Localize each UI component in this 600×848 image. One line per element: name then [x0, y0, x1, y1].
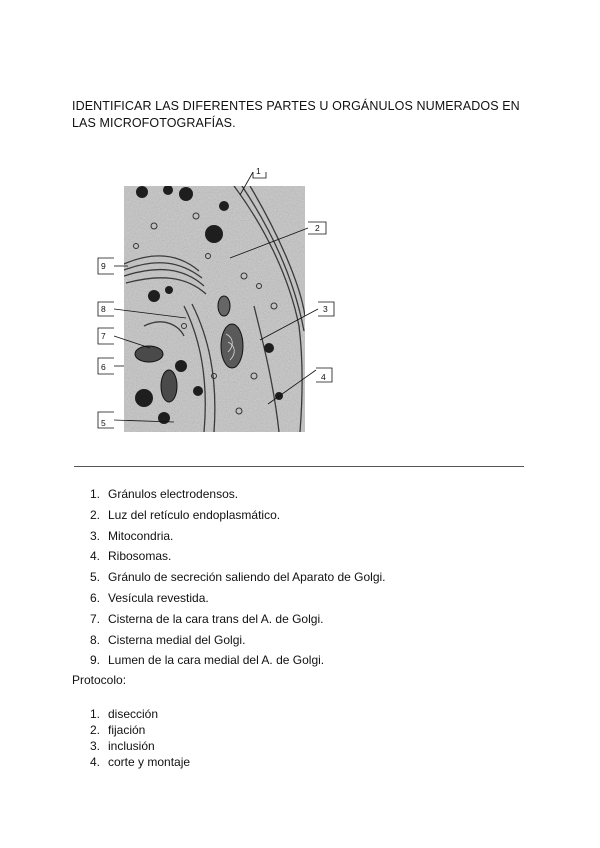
list-item	[90, 484, 386, 505]
item-number: 2.	[90, 507, 101, 522]
list-item	[90, 650, 386, 671]
item-text: Ribosomas.	[108, 549, 172, 564]
item-number: 4.	[90, 549, 101, 564]
callout-label-6: 6	[101, 362, 106, 372]
callout-label-9: 9	[101, 261, 106, 271]
instructions-heading: IDENTIFICAR LAS DIFERENTES PARTES U ORGÁNULOS NUMERADOS EN LAS MICROFOTOGRAFÍAS.	[72, 99, 520, 130]
item-text: Cisterna de la cara trans del A. de Golgi.	[108, 611, 324, 626]
item-number: 3.	[90, 739, 101, 753]
item-number: 7.	[90, 611, 101, 626]
callout-label-7: 7	[101, 331, 106, 341]
item-number: 6.	[90, 590, 101, 605]
protocol-list	[90, 706, 190, 770]
callout-label-1: 1	[256, 166, 261, 176]
list-item	[90, 505, 386, 526]
item-text: inclusión	[108, 739, 155, 753]
list-item	[90, 630, 386, 651]
callout-label-4: 4	[321, 372, 326, 382]
list-item	[90, 754, 190, 770]
list-item	[90, 738, 190, 754]
item-number: 1.	[90, 487, 101, 501]
callout-lines	[90, 160, 350, 440]
item-number: 4.	[90, 755, 101, 769]
item-number: 3.	[90, 528, 101, 543]
item-text: Cisterna medial del Golgi.	[108, 632, 246, 647]
callout-label-8: 8	[101, 304, 106, 314]
item-text: Lumen de la cara medial del A. de Golgi.	[108, 653, 325, 668]
item-text: Vesícula revestida.	[108, 590, 209, 605]
callout-label-5: 5	[101, 418, 106, 428]
micrograph-figure	[90, 160, 350, 440]
list-item	[90, 609, 386, 630]
item-number: 8.	[90, 632, 101, 647]
list-item	[90, 588, 386, 609]
item-text: Luz del retículo endoplasmático.	[108, 507, 281, 522]
callout-label-3: 3	[323, 304, 328, 314]
item-text: Gránulo de secreción saliendo del Aparato de Golgi.	[108, 570, 386, 585]
list-item	[90, 546, 386, 567]
item-text: Mitocondria.	[108, 528, 174, 543]
list-item	[90, 722, 190, 738]
list-item	[90, 706, 190, 722]
item-number: 5.	[90, 570, 101, 585]
section-divider	[74, 466, 524, 467]
item-number: 2.	[90, 723, 101, 737]
callout-label-2: 2	[315, 223, 320, 233]
answer-list	[90, 484, 386, 671]
list-item	[90, 567, 386, 588]
item-number: 1.	[90, 707, 101, 721]
list-item	[90, 526, 386, 547]
item-text: corte y montaje	[108, 755, 191, 769]
item-text: fijación	[108, 723, 146, 737]
item-number: 9.	[90, 653, 101, 668]
item-text: disección	[108, 707, 159, 721]
item-text: Gránulos electrodensos.	[108, 487, 239, 501]
protocol-title: Protocolo:	[72, 673, 127, 687]
